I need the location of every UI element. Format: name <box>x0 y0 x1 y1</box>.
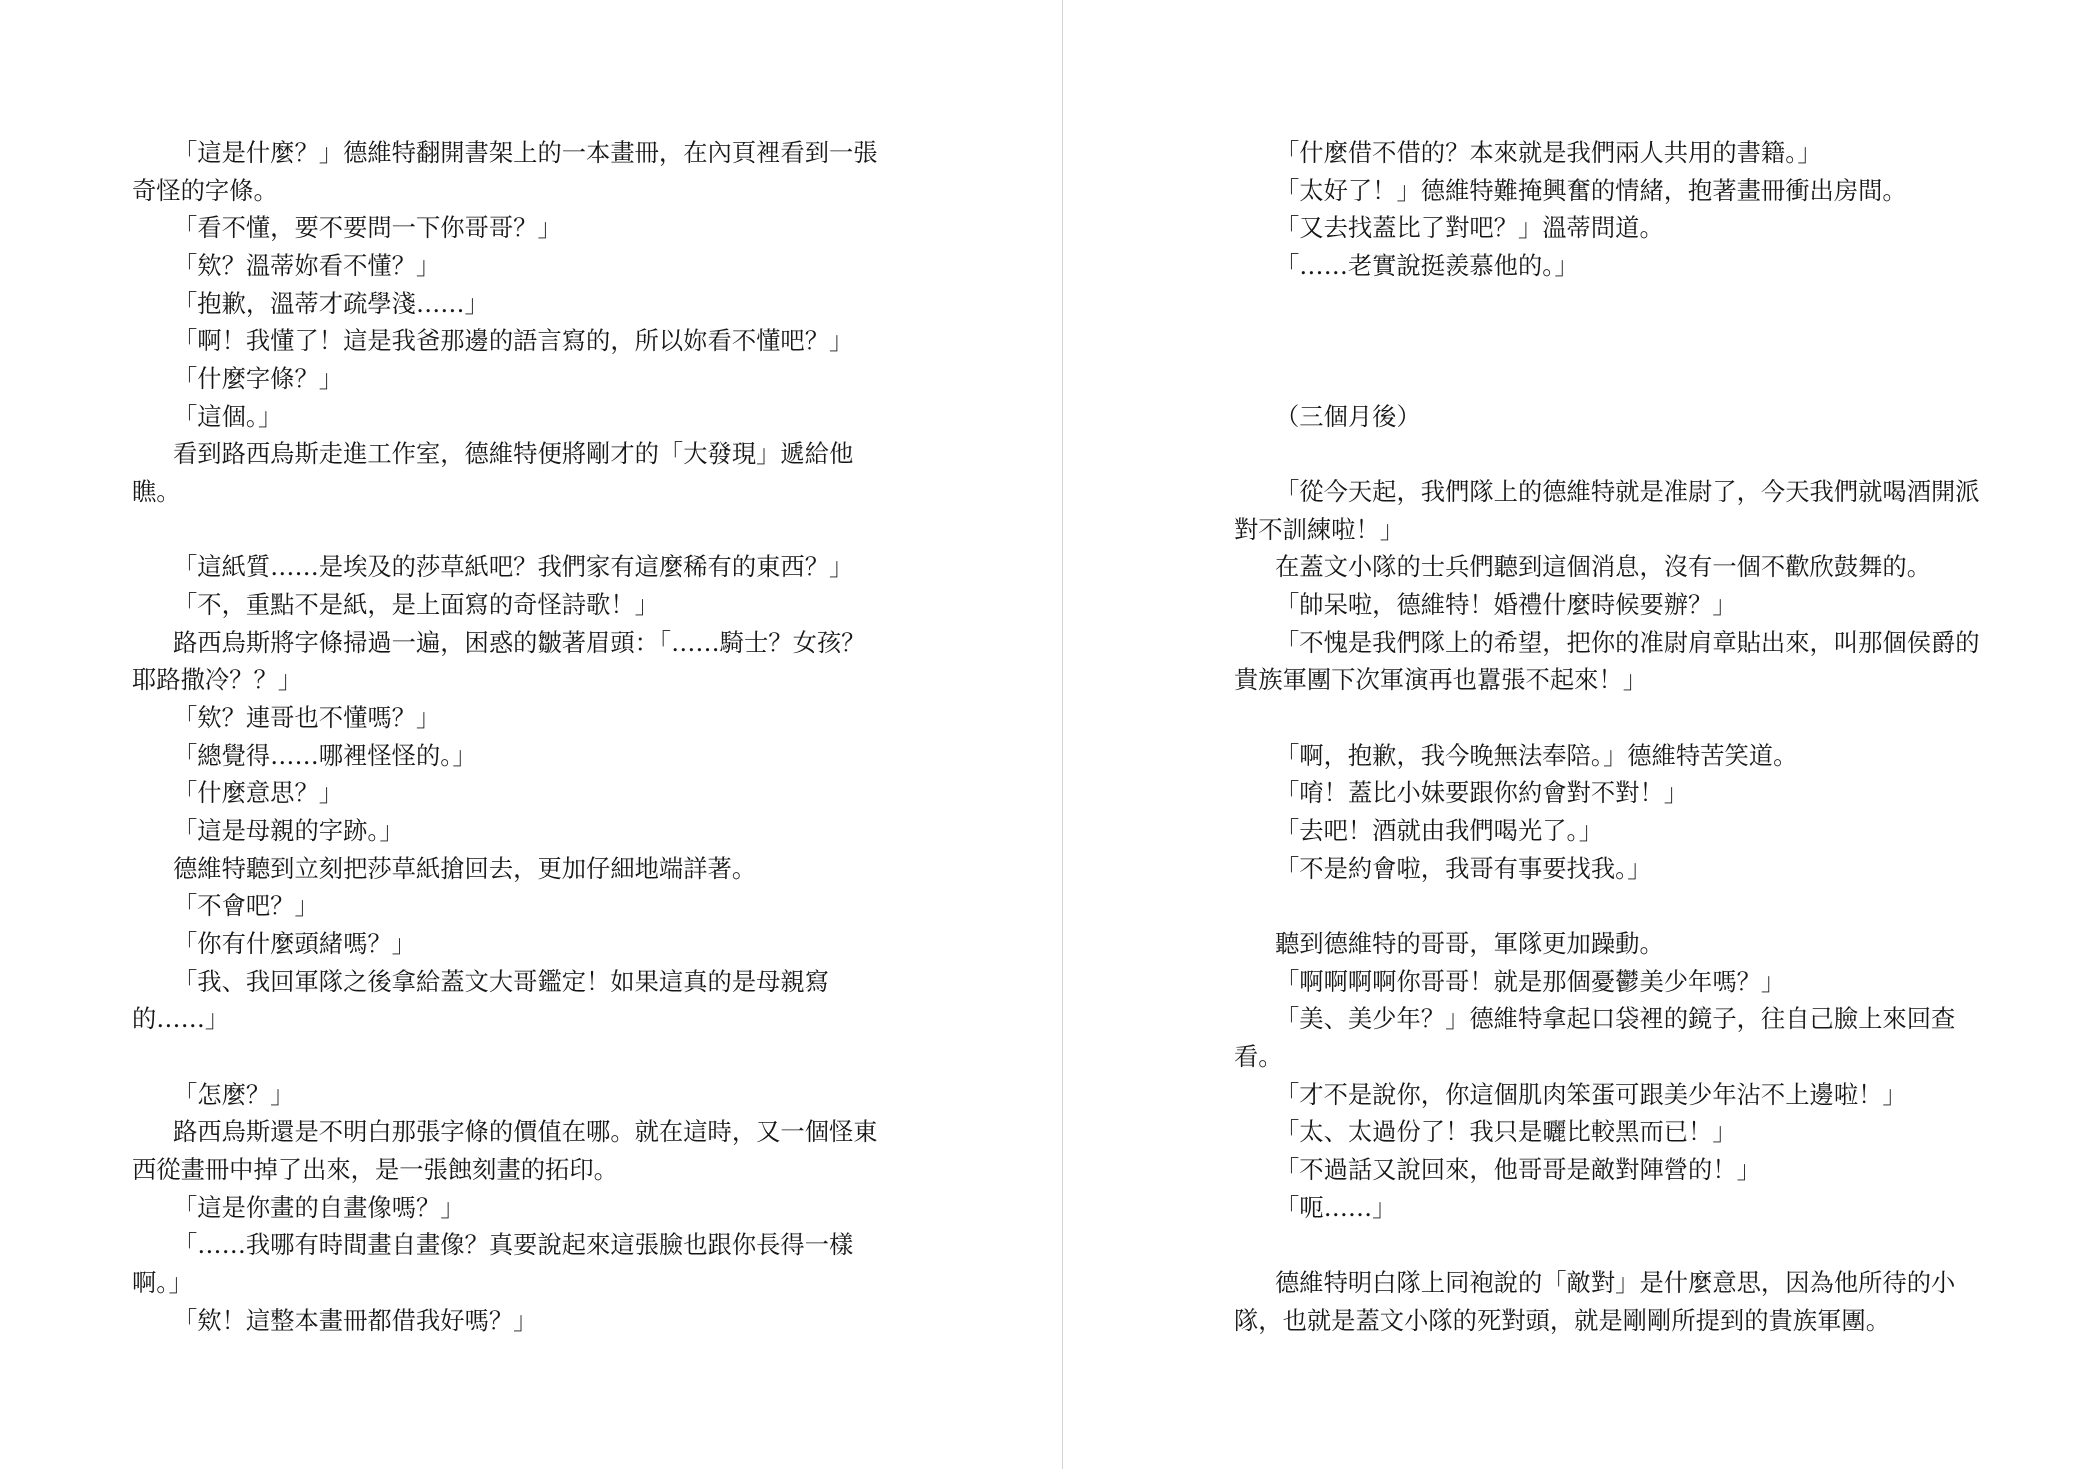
paragraph <box>1234 1189 2084 1227</box>
text-line: 「去吧！酒就由我們喝光了。」 <box>1275 816 1604 846</box>
text-line: 聽到德維特的哥哥，軍隊更加躁動。 <box>1275 929 1664 959</box>
text-line: 西從畫冊中掉了出來，是一張蝕刻畫的拓印。 <box>132 1155 618 1185</box>
text-line: 「呃……」 <box>1275 1192 1397 1222</box>
text-line: 「欸？連哥也不懂嗎？」 <box>173 703 441 733</box>
text-line: 瞧。 <box>132 477 181 507</box>
paragraph <box>1234 1113 2084 1151</box>
text-line: 隊，也就是蓋文小隊的死對頭，就是剛剛所提到的貴族軍團。 <box>1234 1305 1891 1335</box>
text-line: 「……老實說挺羨慕他的。」 <box>1275 251 1579 281</box>
text-line: 「看不懂，要不要問一下你哥哥？」 <box>173 213 562 243</box>
text-line: 看。 <box>1234 1042 1283 1072</box>
paragraph <box>132 398 1012 436</box>
right-page-text <box>1234 134 2084 1340</box>
text-line: 「這是你畫的自畫像嗎？」 <box>173 1192 465 1222</box>
paragraph <box>1234 812 2084 850</box>
text-line: 對不訓練啦！」 <box>1234 514 1405 544</box>
paragraph <box>1234 963 2084 1001</box>
paragraph <box>1234 134 2084 172</box>
text-line: 「這是什麼？」德維特翻開書架上的一本畫冊，在內頁裡看到一張 <box>173 138 878 167</box>
text-line: 耶路撒冷？？」 <box>132 665 303 695</box>
text-line: 「你有什麼頭緒嗎？」 <box>173 929 416 959</box>
scene-heading: （三個月後） <box>1275 401 1421 431</box>
section-break <box>1234 285 2084 398</box>
paragraph <box>1234 586 2084 624</box>
paragraph <box>132 963 1012 1038</box>
text-line: 「欸？溫蒂妳看不懂？」 <box>173 251 441 281</box>
text-line: 「啊啊啊啊你哥哥！就是那個憂鬱美少年嗎？」 <box>1275 966 1786 996</box>
text-line: 「帥呆啦，德維特！婚禮什麼時候要辦？」 <box>1275 590 1737 620</box>
blank-line <box>1234 1227 2084 1265</box>
text-line: 「不愧是我們隊上的希望，把你的准尉肩章貼出來，叫那個侯爵的 <box>1275 627 1980 657</box>
blank-line <box>1234 699 2084 737</box>
text-line: 「怎麼？」 <box>173 1079 295 1109</box>
paragraph <box>132 624 1012 699</box>
paragraph <box>132 134 1012 209</box>
text-line: 「才不是說你，你這個肌肉笨蛋可跟美少年沾不上邊啦！」 <box>1275 1079 1907 1109</box>
left-page-text <box>132 134 1012 1340</box>
paragraph <box>132 850 1012 888</box>
text-line: 「這是母親的字跡。」 <box>173 816 404 846</box>
text-line: 「欸！這整本畫冊都借我好嗎？」 <box>173 1305 538 1335</box>
paragraph <box>1234 1151 2084 1189</box>
text-line: 「美、美少年？」德維特拿起口袋裡的鏡子，往自己臉上來回查 <box>1275 1004 1956 1034</box>
blank-line <box>1234 435 2084 473</box>
text-line: 「不會吧？」 <box>173 891 319 921</box>
paragraph <box>1234 247 2084 285</box>
text-line: 「不是約會啦，我哥有事要找我。」 <box>1275 853 1652 883</box>
paragraph <box>132 774 1012 812</box>
paragraph <box>132 360 1012 398</box>
paragraph <box>132 1226 1012 1301</box>
text-line: 在蓋文小隊的士兵們聽到這個消息，沒有一個不歡欣鼓舞的。 <box>1275 552 1932 582</box>
paragraph <box>132 925 1012 963</box>
paragraph <box>1234 624 2084 699</box>
text-line: 「不，重點不是紙，是上面寫的奇怪詩歌！」 <box>173 590 659 620</box>
paragraph <box>1234 1076 2084 1114</box>
paragraph <box>132 247 1012 285</box>
text-line: 路西烏斯還是不明白那張字條的價值在哪。就在這時，又一個怪東 <box>173 1117 878 1147</box>
paragraph <box>1234 1264 2084 1339</box>
text-line: 「抱歉，溫蒂才疏學淺……」 <box>173 288 489 318</box>
paragraph <box>1234 172 2084 210</box>
paragraph <box>1234 774 2084 812</box>
paragraph <box>132 699 1012 737</box>
paragraph <box>132 435 1012 510</box>
paragraph <box>1234 850 2084 888</box>
text-line: 的……」 <box>132 1004 230 1034</box>
text-line: 德維特聽到立刻把莎草紙搶回去，更加仔細地端詳著。 <box>173 853 757 883</box>
paragraph <box>1234 473 2084 548</box>
text-line: 「啊！我懂了！這是我爸那邊的語言寫的，所以妳看不懂吧？」 <box>173 326 854 356</box>
paragraph <box>132 322 1012 360</box>
paragraph <box>132 548 1012 586</box>
paragraph <box>132 586 1012 624</box>
text-line: 「從今天起，我們隊上的德維特就是准尉了，今天我們就喝酒開派 <box>1275 477 1980 507</box>
text-line: 看到路西烏斯走進工作室，德維特便將剛才的「大發現」遞給他 <box>173 439 854 469</box>
text-line: 「這紙質……是埃及的莎草紙吧？我們家有這麼稀有的東西？」 <box>173 552 854 582</box>
text-line: 「太、太過份了！我只是曬比較黑而已！」 <box>1275 1117 1737 1147</box>
paragraph <box>132 737 1012 775</box>
text-line: 啊。」 <box>132 1268 193 1298</box>
text-line: 德維特明白隊上同袍說的「敵對」是什麼意思，因為他所待的小 <box>1275 1268 1956 1298</box>
paragraph <box>1234 925 2084 963</box>
blank-line <box>1234 887 2084 925</box>
text-line: 貴族軍團下次軍演再也囂張不起來！」 <box>1234 665 1648 695</box>
right-page <box>1063 0 2099 1469</box>
paragraph <box>1234 1000 2084 1075</box>
paragraph <box>1234 398 2084 436</box>
text-line: 奇怪的字條。 <box>132 175 278 205</box>
text-line: 「我、我回軍隊之後拿給蓋文大哥鑑定！如果這真的是母親寫 <box>173 966 830 996</box>
paragraph <box>132 1302 1012 1340</box>
text-line: 「什麼意思？」 <box>173 778 344 808</box>
text-line: 「這個。」 <box>173 401 283 431</box>
text-line: 「……我哪有時間畫自畫像？真要說起來這張臉也跟你長得一樣 <box>173 1230 854 1260</box>
paragraph <box>132 812 1012 850</box>
text-line: 「什麼字條？」 <box>173 364 344 394</box>
text-line: 「唷！蓋比小妹要跟你約會對不對！」 <box>1275 778 1689 808</box>
paragraph <box>1234 548 2084 586</box>
paragraph <box>132 1076 1012 1114</box>
text-line: 「啊，抱歉，我今晚無法奉陪。」德維特苦笑道。 <box>1275 740 1798 770</box>
text-line: 「又去找蓋比了對吧？」溫蒂問道。 <box>1275 213 1664 243</box>
paragraph <box>132 887 1012 925</box>
text-line: 「什麼借不借的？本來就是我們兩人共用的書籍。」 <box>1275 138 1822 167</box>
blank-line <box>132 1038 1012 1076</box>
paragraph <box>132 209 1012 247</box>
text-line: 「太好了！」德維特難掩興奮的情緒，抱著畫冊衝出房間。 <box>1275 175 1907 205</box>
blank-line <box>132 511 1012 549</box>
paragraph <box>1234 209 2084 247</box>
text-line: 「不過話又說回來，他哥哥是敵對陣營的！」 <box>1275 1155 1761 1185</box>
paragraph <box>1234 737 2084 775</box>
text-line: 「總覺得……哪裡怪怪的。」 <box>173 740 477 770</box>
paragraph <box>132 1189 1012 1227</box>
paragraph <box>132 1113 1012 1188</box>
paragraph <box>132 285 1012 323</box>
text-line: 路西烏斯將字條掃過一遍，困惑的皺著眉頭：「……騎士？女孩？ <box>173 627 866 657</box>
